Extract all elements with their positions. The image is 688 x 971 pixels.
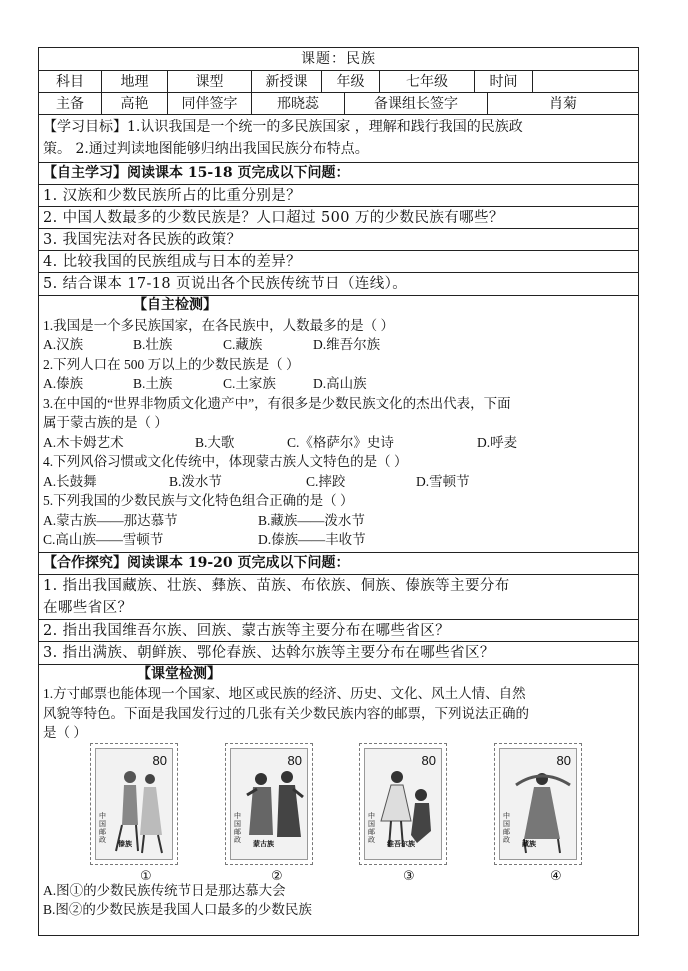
lesson-plan-table: [38, 47, 639, 936]
option: B.土族: [133, 376, 173, 391]
lesson-type-value: 新授课: [252, 71, 322, 92]
learning-goals: [39, 115, 638, 163]
coop-heading: 【合作探究】阅读课本 19-20 页完成以下问题：: [39, 553, 638, 575]
self-test-q5-options-ab: [43, 511, 634, 531]
self-study-q5: 5. 结合课本 17-18 页说出各个民族传统节日（连线）。: [43, 276, 408, 292]
self-test-q1: 1.我国是一个多民族国家，在各民族中，人数最多的是（ ）: [43, 317, 394, 333]
stamp-number: ②: [271, 868, 283, 884]
stamp-denomination: 80: [287, 752, 302, 768]
stamp-mongol: [225, 743, 313, 865]
stamp-post-label: 中国邮政: [99, 812, 106, 844]
self-test-q5: 5.下列我国的少数民族与文化特色组合正确的是（ ）: [43, 493, 354, 508]
stamp-post-label: 中国邮政: [503, 812, 510, 844]
self-test-q2: 2.下列人口在 500 万以上的少数民族是（ ）: [43, 356, 300, 372]
self-study-questions: [39, 185, 638, 296]
stamp-number: ④: [550, 868, 562, 884]
self-test-q3-line2: 属于蒙古族的是（ ）: [43, 415, 168, 430]
class-test-q1-line2: 风貌等特色。下面是我国发行过的几张有关少数民族内容的邮票，下列说法正确的: [43, 705, 529, 721]
grade-label: 年级: [322, 71, 380, 92]
goals-line-1: 【学习目标】1.认识我国是一个统一的多民族国家 ，理解和践行我国的民族政: [43, 119, 523, 135]
preparer-label: 主备: [39, 93, 102, 114]
option: C.藏族: [223, 337, 263, 352]
stamp-ethnic-label: 维吾尔族: [387, 841, 415, 848]
class-test-heading: 【课堂检测】: [137, 666, 221, 682]
option: D.呼麦: [477, 434, 518, 450]
coop-q1-line1: 1. 指出我国藏族、壮族、彝族、苗族、布依族、侗族、傣族等主要分布: [43, 577, 510, 594]
time-label: 时间: [475, 71, 533, 92]
option: B.藏族——泼水节: [258, 512, 365, 528]
coop-questions: [39, 575, 638, 665]
lesson-type-label: 课型: [168, 71, 252, 92]
goals-line-2: 策。 2.通过判读地图能够归纳出我国民族分布特点。: [43, 141, 369, 157]
self-test-q3-options: [43, 433, 634, 453]
option: A.木卡姆艺术: [43, 434, 124, 450]
subject-value: 地理: [102, 71, 168, 92]
option: D.高山族: [313, 376, 367, 391]
peer-sign-label: 同伴签字: [168, 93, 252, 114]
stamp-ethnic-label: 傣族: [118, 841, 132, 848]
stamp-denomination: 80: [556, 752, 571, 768]
option: D.雪顿节: [416, 473, 470, 489]
self-test-q5-options-cd: [43, 530, 634, 550]
self-study-q3: 3. 我国宪法对各民族的政策？: [39, 229, 638, 251]
stamp-uyghur: [359, 743, 447, 865]
self-test-q2-options: [43, 374, 634, 394]
option: A.长鼓舞: [43, 473, 97, 489]
option: A.傣族: [43, 376, 84, 391]
self-test-q4-options: [43, 472, 634, 492]
option: B.壮族: [133, 337, 173, 352]
coop-q3: 3. 指出满族、朝鲜族、鄂伦春族、达斡尔族等主要分布在哪些省区？: [43, 644, 495, 661]
stamp-number: ③: [403, 868, 415, 884]
stamp-ethnic-label: 藏族: [522, 841, 536, 848]
leader-sign-label: 备课组长签字: [345, 93, 488, 114]
coop-q1: [39, 575, 638, 620]
option: C.摔跤: [306, 473, 346, 489]
option: A.汉族: [43, 337, 84, 352]
option: B.大歌: [195, 434, 235, 450]
class-test-q1-line3: 是（ ）: [43, 725, 87, 740]
option: B.泼水节: [169, 473, 222, 489]
subject-label: 科目: [39, 71, 102, 92]
info-row-1: [39, 71, 638, 93]
stamp-post-label: 中国邮政: [234, 812, 241, 844]
time-value: [533, 71, 638, 92]
self-test-section: [39, 296, 638, 553]
peer-sign-value: 邢晓蕊: [252, 93, 345, 114]
stamp-denomination: 80: [421, 752, 436, 768]
self-test-heading: 【自主检测】: [133, 298, 217, 313]
stamp-gallery: [43, 743, 634, 884]
stamp-ethnic-label: 蒙古族: [253, 841, 274, 848]
class-test-option-b: B.图②的少数民族是我国人口最多的少数民族: [43, 902, 312, 917]
coop-q2: 2. 指出我国维吾尔族、回族、蒙古族等主要分布在哪些省区？: [39, 620, 638, 642]
option: D.维吾尔族: [313, 337, 381, 352]
stamp-number: ①: [140, 868, 152, 884]
leader-sign-value: 肖菊: [549, 96, 577, 112]
option: D.傣族——丰收节: [258, 532, 366, 547]
option: C.《格萨尔》史诗: [287, 434, 394, 450]
preparer-value: 高艳: [102, 93, 168, 114]
self-study-heading: 【自主学习】阅读课本 15-18 页完成以下问题：: [39, 163, 638, 185]
class-test-section: [39, 665, 638, 935]
self-study-q4: 4. 比较我国的民族组成与日本的差异？: [39, 251, 638, 273]
self-study-q2: 2. 中国人数最多的少数民族是？人口超过 500 万的少数民族有哪些？: [39, 207, 638, 229]
self-test-q1-options: [43, 335, 634, 355]
option: C.高山族——雪顿节: [43, 532, 164, 547]
self-test-q3-line1: 3.在中国的“世界非物质文化遗产中”，有很多是少数民族文化的杰出代表，下面: [43, 395, 511, 411]
info-row-2: [39, 93, 638, 115]
stamp-tibetan: [494, 743, 582, 865]
self-test-q4: 4.下列风俗习惯或文化传统中，体现蒙古族人文特色的是（ ）: [43, 454, 408, 469]
class-test-option-a: A.图①的少数民族传统节日是那达慕大会: [43, 882, 286, 898]
self-study-q1: 1. 汉族和少数民族所占的比重分别是？: [39, 185, 638, 207]
coop-q1-line2: 在哪些省区？: [43, 599, 133, 616]
stamp-post-label: 中国邮政: [368, 812, 375, 844]
option: A.蒙古族——那达慕节: [43, 512, 178, 528]
lesson-title: 课题：民族: [39, 48, 638, 71]
class-test-q1-line1: 1.方寸邮票也能体现一个国家、地区或民族的经济、历史、文化、风土人情、自然: [43, 686, 526, 701]
grade-value: 七年级: [380, 71, 475, 92]
option: C.土家族: [223, 376, 276, 391]
stamp-dai: [90, 743, 178, 865]
stamp-denomination: 80: [152, 752, 167, 768]
